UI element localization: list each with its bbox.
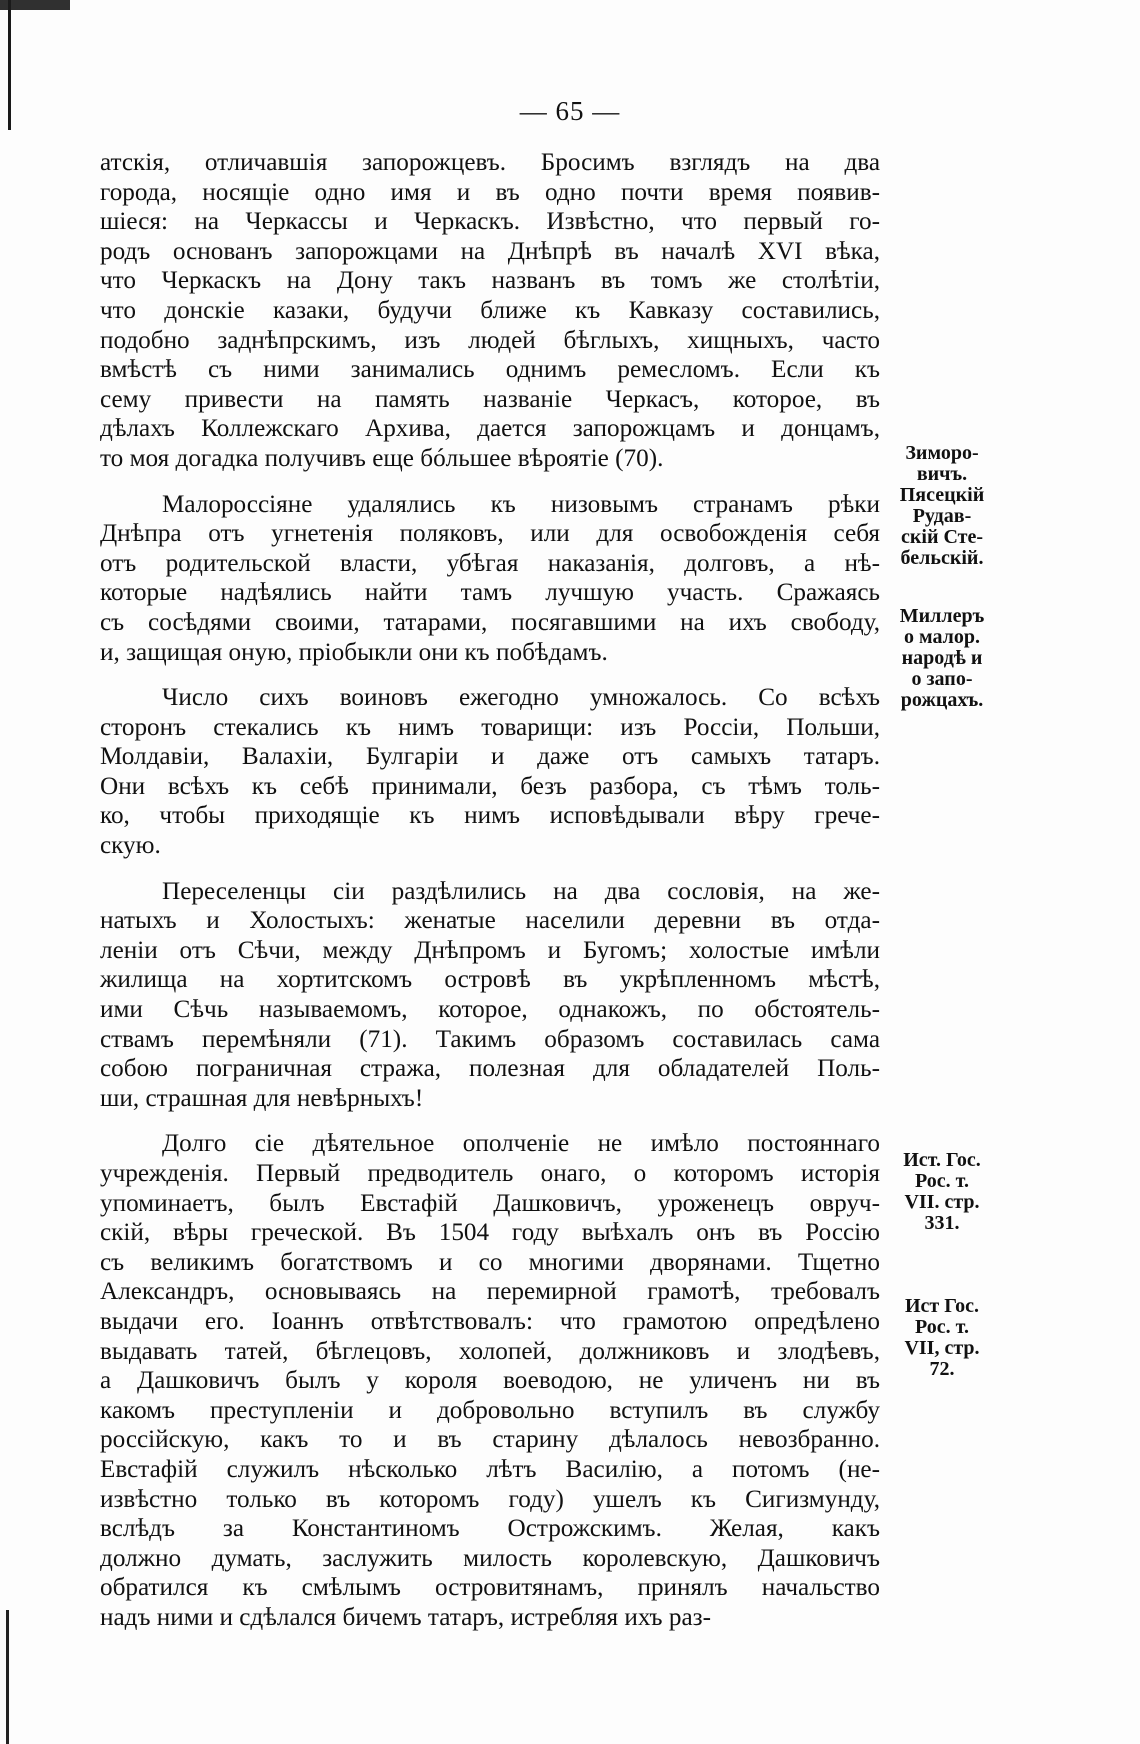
text-line: россійскую, какъ то и въ старину дѣлалось невозбранно.	[100, 1426, 880, 1454]
margin-note-line: Ист Гос.	[904, 1295, 980, 1317]
text-line: съ великимъ богатствомъ и со многими дворянами. Тщетно	[100, 1248, 880, 1276]
margin-note-line: Пясецкій	[899, 484, 985, 506]
text-line: должно думать, заслужить милость королевскую, Дашковичъ	[100, 1544, 880, 1572]
text-line: ко, чтобы приходящіе къ нимъ исповѣдывали вѣру грече-	[100, 802, 880, 830]
text-line: какомъ преступленіи и добровольно вступилъ въ службу	[100, 1396, 880, 1424]
text-line: скую.	[100, 832, 161, 860]
text-line: подобно заднѣпрскимъ, изъ людей бѣглыхъ, хищныхъ, часто	[100, 326, 880, 354]
margin-note	[888, 443, 996, 569]
paragraph	[100, 148, 880, 474]
text-line: Малороссіяне удалялись къ низовымъ странамъ рѣки	[162, 490, 880, 518]
text-line: Евстафій служилъ нѣсколько лѣтъ Василію, а потомъ (не-	[100, 1455, 880, 1483]
text-line: Молдавіи, Валахіи, Булгаріи и даже отъ самыхъ татаръ.	[100, 743, 880, 771]
text-line: леніи отъ Сѣчи, между Днѣпромъ и Бугомъ; холостые имѣли	[100, 936, 880, 964]
text-line: то моя догадка получивъ еще бóльшее вѣроятіе (70).	[100, 444, 664, 472]
text-line: собою пограничная стража, полезная для обладателей Поль-	[100, 1055, 880, 1083]
text-line: надъ ними и сдѣлался бичемъ татаръ, истребляя ихъ раз-	[100, 1603, 711, 1631]
margin-note-line: о запо-	[911, 668, 973, 690]
text-line: что донскіе казаки, будучи ближе къ Кавказу составились,	[100, 296, 880, 324]
paragraph	[100, 490, 880, 668]
page-number: — 65 —	[519, 96, 621, 126]
text-line: ствамъ перемѣняли (71). Такимъ образомъ составилась сама	[100, 1025, 880, 1053]
text-line: учрежденія. Первый предводитель онаго, о которомъ исторія	[100, 1160, 880, 1187]
margin-note-line: Рос. т.	[915, 1316, 969, 1338]
margin-note	[888, 1150, 996, 1234]
margin-note-line: VII, стр.	[904, 1337, 980, 1359]
text-line: жилища на хортитскомъ островѣ въ укрѣпленномъ мѣстѣ,	[100, 966, 880, 994]
paragraph	[100, 683, 880, 861]
text-line: и, защищая оную, пріобыкли они къ побѣдамъ.	[100, 638, 608, 666]
text-line: атскія, отличавшія запорожцевъ. Бросимъ взглядъ на два	[100, 149, 880, 176]
text-line: дѣлахъ Коллежскаго Архива, дается запорожцамъ и донцамъ,	[100, 415, 880, 443]
text-line: Долго сіе дѣятельное ополченіе не имѣло постояннаго	[162, 1130, 880, 1158]
margin-note-line: 331.	[924, 1212, 960, 1234]
text-line: а Дашковичъ былъ у короля воеводою, не уличенъ ни въ	[100, 1367, 880, 1395]
text-line: извѣстно только въ которомъ году) ушелъ къ Сигизмунду,	[100, 1485, 880, 1513]
text-line: съ сосѣдями своими, татарами, посягавшими на ихъ свободу,	[100, 608, 880, 636]
margin-note-line: вичъ.	[916, 463, 968, 485]
text-line: сторонъ стекались къ нимъ товарищи: изъ Россіи, Польши,	[100, 713, 880, 741]
margin-note-line: скій Сте-	[900, 526, 984, 548]
text-line: сему привести на память названіе Черкасъ, которое, въ	[100, 385, 880, 413]
text-line: скій, вѣры греческой. Въ 1504 году выѣхалъ онъ въ Россію	[100, 1219, 880, 1247]
text-line: шіеся: на Черкассы и Черкаскъ. Извѣстно, что первый го-	[100, 208, 880, 236]
text-line: выдавать татей, бѣглецовъ, холопей, должниковъ и злодѣевъ,	[100, 1337, 880, 1365]
margin-note-line: народѣ и	[901, 647, 983, 669]
margin-note-line: бельскій.	[900, 547, 984, 569]
margin-note-line: Зиморо-	[905, 442, 979, 464]
text-line: Они всѣхъ къ себѣ принимали, безъ разбора, съ тѣмъ толь-	[100, 772, 880, 800]
text-line: которые надѣялись найти тамъ лучшую участь. Сражаясь	[100, 579, 880, 607]
margin-note-line: Ист. Гос.	[903, 1149, 981, 1171]
text-line: Число сихъ воиновъ ежегодно умножалось. Со всѣхъ	[162, 684, 880, 712]
text-line: натыхъ и Холостыхъ: женатые населили деревни въ отда-	[100, 907, 880, 935]
text-line: ши, страшная для невѣрныхъ!	[100, 1084, 424, 1112]
text-line: Александръ, основываясь на перемирной грамотѣ, требовалъ	[100, 1278, 880, 1306]
scan-edge-artifact	[6, 1610, 9, 1744]
paragraph	[100, 877, 880, 1114]
text-line: вслѣдъ за Константиномъ Острожскимъ. Желая, какъ	[100, 1515, 880, 1543]
text-line: обратился къ смѣлымъ островитянамъ, принялъ начальство	[100, 1574, 880, 1602]
margin-note-line: VII. стр.	[904, 1191, 980, 1213]
text-line: отъ родительской власти, убѣгая наказанія, долговъ, а нѣ-	[100, 549, 880, 577]
margin-note-line: 72.	[929, 1358, 955, 1380]
text-line: упоминаетъ, былъ Евстафій Дашковичъ, уроженецъ овруч-	[100, 1189, 880, 1217]
text-line: вмѣстѣ съ ними занимались однимъ ремесломъ. Если къ	[100, 356, 880, 384]
text-line: Переселенцы сіи раздѣлились на два сословія, на же-	[162, 877, 880, 905]
margin-note	[888, 606, 996, 711]
margin-note	[888, 1296, 996, 1380]
margin-note-line: Рудав-	[912, 505, 972, 527]
text-line: Днѣпра отъ угнетенія поляковъ, или для освобожденія себя	[100, 520, 880, 548]
margin-note-line: о малор.	[903, 626, 980, 648]
text-line: что Черкаскъ на Дону такъ названъ въ томъ же столѣтіи,	[100, 267, 880, 295]
margin-note-line: Рос. т.	[915, 1170, 969, 1192]
text-line: города, носящіе одно имя и въ одно почти время появив-	[100, 178, 880, 206]
paragraph	[100, 1129, 880, 1632]
main-text-column	[100, 148, 880, 1633]
margin-note-line: Миллеръ	[899, 605, 985, 627]
text-line: родъ основанъ запорожцами на Днѣпрѣ въ началѣ XVI вѣка,	[100, 237, 880, 265]
text-line: ими Сѣчь называемомъ, которое, однакожъ, по обстоятель-	[100, 996, 880, 1024]
margin-note-line: рожцахъ.	[900, 689, 984, 711]
text-line: выдачи его. Іоаннъ отвѣтствовалъ: что грамотою опредѣлено	[100, 1307, 880, 1335]
